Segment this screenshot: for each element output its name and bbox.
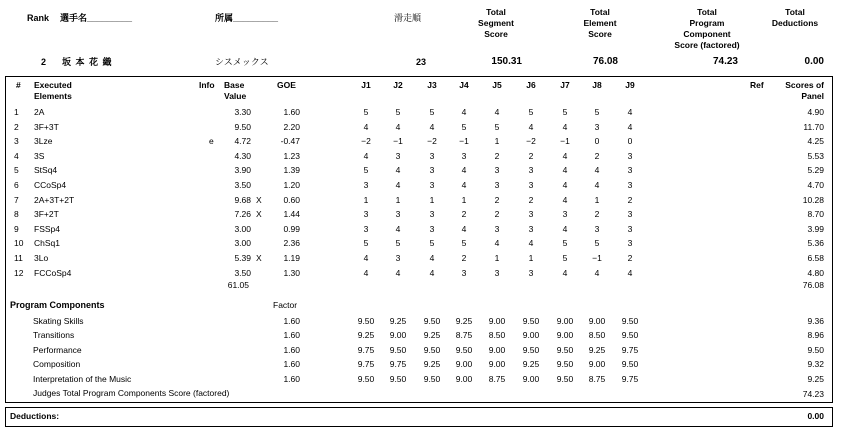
pc-judge-2: 9.50	[389, 373, 407, 384]
col-number: #	[16, 80, 21, 90]
pc-factor: 1.60	[283, 316, 300, 326]
element-judge-7: 3	[562, 209, 568, 220]
pc-factor: 1.60	[283, 359, 300, 370]
skater-rank: 2	[41, 57, 47, 67]
element-judge-2: 4	[395, 223, 401, 234]
pc-judge-4: 9.00	[455, 373, 473, 384]
element-judge-5: 2	[494, 194, 500, 205]
element-judge-7: 4	[562, 150, 568, 161]
element-judge-9: 3	[627, 150, 633, 161]
pc-judge-5: 9.00	[488, 359, 506, 370]
pc-judge-7: 9.00	[556, 330, 574, 341]
element-judge-7: 4	[562, 223, 568, 234]
element-judge-4: 5	[461, 238, 467, 249]
element-judge-4: 2	[461, 209, 467, 220]
element-goe: 1.23	[283, 150, 300, 161]
element-number: 1	[14, 107, 19, 117]
pc-judge-4: 9.25	[455, 316, 473, 326]
element-number: 6	[14, 180, 19, 190]
element-judge-8: 4	[594, 267, 600, 278]
pc-judge-9: 9.50	[621, 316, 639, 326]
col-judge-1: J1	[361, 80, 371, 90]
element-judge-6: 3	[528, 209, 534, 220]
pc-judge-7: 9.50	[556, 373, 574, 384]
element-base-value: 3.00	[234, 238, 251, 249]
skater-pcs: 74.23	[712, 56, 738, 67]
pc-judge-5: 8.75	[488, 373, 506, 384]
element-judge-3: 4	[429, 267, 435, 278]
element-judge-9: 3	[627, 209, 633, 220]
element-judge-5: 3	[494, 165, 500, 176]
pc-factor-label: Factor	[273, 300, 298, 310]
element-judge-4: 4	[461, 180, 467, 190]
col-judge-6: J6	[526, 80, 536, 90]
element-judge-2: 5	[395, 107, 401, 117]
pc-judge-3: 9.50	[423, 316, 441, 326]
pc-judge-2: 9.00	[389, 330, 407, 341]
start-order-label: 滑走順	[394, 13, 422, 23]
element-goe: 2.20	[283, 121, 300, 132]
element-goe: 1.60	[283, 107, 300, 117]
club-label: 所属_________	[215, 13, 279, 23]
element-judge-8: 2	[594, 150, 600, 161]
element-panel-score: 4.25	[807, 136, 824, 147]
element-judge-6: 3	[528, 223, 534, 234]
element-judge-8: 5	[594, 238, 600, 249]
pc-judge-4: 8.75	[455, 330, 473, 341]
pc-judge-2: 9.25	[389, 316, 407, 326]
element-panel-score: 10.28	[802, 194, 824, 205]
element-name: ChSq1	[34, 238, 60, 249]
element-bonus-mark: X	[256, 194, 262, 205]
pc-factor: 1.60	[283, 344, 300, 355]
element-name: CCoSp4	[34, 180, 67, 190]
element-judge-1: 4	[363, 253, 369, 263]
element-judge-5: 3	[494, 223, 500, 234]
pc-total-score: 74.23	[802, 389, 824, 399]
element-number: 10	[14, 238, 24, 249]
element-goe: 1.30	[283, 267, 300, 278]
col-judge-5: J5	[492, 80, 502, 90]
pc-score: 9.36	[807, 316, 824, 326]
element-judge-3: 3	[429, 150, 435, 161]
pc-judge-2: 9.50	[389, 344, 407, 355]
element-judge-2: −1	[393, 136, 403, 147]
pc-judge-5: 8.50	[488, 330, 506, 341]
tss-label: Total Segment Score	[478, 7, 514, 39]
element-number: 4	[14, 150, 19, 161]
element-judge-3: 5	[429, 238, 435, 249]
pc-name: Transitions	[33, 330, 75, 341]
element-judge-8: −1	[592, 253, 602, 263]
element-base-value: 3.90	[234, 165, 251, 176]
element-judge-1: −2	[361, 136, 371, 147]
element-judge-7: 4	[562, 165, 568, 176]
element-goe: 0.99	[283, 223, 300, 234]
element-panel-score: 6.58	[807, 253, 824, 263]
pc-name: Composition	[33, 359, 81, 370]
element-judge-9: 2	[627, 253, 633, 263]
element-panel-score: 11.70	[803, 121, 824, 132]
element-judge-3: 1	[429, 194, 435, 205]
element-judge-8: 4	[594, 165, 600, 176]
element-judge-5: 3	[494, 180, 500, 190]
element-goe: 1.44	[283, 209, 300, 220]
element-judge-3: 3	[429, 165, 435, 176]
pc-factor: 1.60	[283, 330, 300, 341]
element-judge-4: 1	[461, 194, 467, 205]
element-judge-7: 5	[562, 253, 568, 263]
element-number: 5	[14, 165, 19, 176]
element-judge-6: 4	[528, 238, 534, 249]
pc-judge-8: 8.50	[588, 330, 606, 341]
pc-judge-8: 9.00	[588, 316, 606, 326]
element-judge-7: 4	[562, 267, 568, 278]
element-judge-6: 4	[528, 121, 534, 132]
element-goe: 0.60	[283, 194, 300, 205]
element-judge-1: 3	[363, 223, 369, 234]
col-base-value: Base Value	[224, 80, 247, 101]
element-judge-6: 1	[528, 253, 534, 263]
skater-tss: 150.31	[491, 56, 522, 67]
element-base-value: 9.50	[234, 121, 251, 132]
element-panel-score: 8.70	[807, 209, 824, 220]
pc-judge-3: 9.25	[423, 330, 441, 341]
element-judge-1: 3	[363, 180, 369, 190]
skater-name: 坂 本 花 織	[62, 57, 113, 67]
element-number: 2	[14, 121, 19, 132]
element-judge-2: 4	[395, 121, 401, 132]
element-info: e	[209, 136, 214, 147]
element-judge-5: 4	[494, 238, 500, 249]
element-name: FCCoSp4	[34, 267, 72, 278]
element-name: 3S	[34, 150, 45, 161]
element-judge-9: 3	[627, 180, 633, 190]
element-judge-9: 4	[627, 121, 633, 132]
element-judge-2: 3	[395, 209, 401, 220]
element-name: 3Lze	[34, 136, 53, 147]
element-judge-1: 3	[363, 209, 369, 220]
element-judge-5: 1	[494, 253, 500, 263]
col-judge-2: J2	[393, 80, 403, 90]
element-number: 3	[14, 136, 19, 147]
element-base-value: 3.00	[234, 223, 251, 234]
element-judge-3: 4	[429, 253, 435, 263]
element-bonus-mark: X	[256, 209, 262, 220]
element-base-value: 9.68	[234, 194, 251, 205]
element-judge-4: 4	[461, 107, 467, 117]
pc-judge-3: 9.25	[423, 359, 441, 370]
element-judge-2: 4	[395, 267, 401, 278]
element-goe: 1.20	[283, 180, 300, 190]
skater-club: シスメックス	[215, 57, 269, 67]
pc-judge-9: 9.50	[621, 359, 639, 370]
element-base-value: 3.50	[234, 267, 251, 278]
col-executed-elements: Executed Elements	[34, 80, 72, 101]
element-panel-score: 3.99	[807, 223, 824, 234]
element-name: 2A+3T+2T	[34, 194, 75, 205]
skater-deductions: 0.00	[804, 56, 824, 67]
pc-judge-5: 9.00	[488, 344, 506, 355]
element-number: 12	[14, 267, 24, 278]
element-judge-6: 5	[528, 107, 534, 117]
element-judge-3: 3	[429, 180, 435, 190]
element-base-value: 5.39	[234, 253, 251, 263]
element-goe: 1.39	[283, 165, 300, 176]
element-judge-5: 3	[494, 267, 500, 278]
element-judge-1: 5	[363, 107, 369, 117]
pc-title: Program Components	[10, 300, 105, 310]
element-base-value: 4.30	[234, 150, 251, 161]
element-judge-9: 2	[627, 194, 633, 205]
base-value-total: 61.05	[227, 280, 249, 290]
element-judge-7: −1	[560, 136, 570, 147]
pc-judge-7: 9.50	[556, 359, 574, 370]
element-judge-2: 1	[395, 194, 401, 205]
element-panel-score: 5.29	[807, 165, 824, 176]
element-judge-4: 3	[461, 150, 467, 161]
element-judge-6: 2	[528, 194, 534, 205]
element-panel-score: 4.70	[807, 180, 824, 190]
pc-judge-1: 9.25	[357, 330, 375, 341]
element-name: 2A	[34, 107, 45, 117]
col-judge-3: J3	[427, 80, 437, 90]
tes-label: Total Element Score	[583, 7, 617, 39]
element-judge-8: 4	[594, 180, 600, 190]
element-number: 9	[14, 223, 19, 234]
element-judge-7: 5	[562, 238, 568, 249]
pc-judge-1: 9.50	[357, 373, 375, 384]
element-name: 3F+2T	[34, 209, 59, 220]
elements-score-total: 76.08	[802, 280, 824, 290]
element-panel-score: 4.80	[807, 267, 824, 278]
pc-judge-6: 9.00	[522, 330, 540, 341]
col-judge-7: J7	[560, 80, 570, 90]
element-name: 3Lo	[34, 253, 49, 263]
element-judge-4: 5	[461, 121, 467, 132]
pc-name: Performance	[33, 344, 82, 355]
col-info: Info	[199, 80, 215, 90]
element-judge-3: 3	[429, 209, 435, 220]
element-judge-2: 3	[395, 150, 401, 161]
pc-judge-8: 9.25	[588, 344, 606, 355]
element-judge-1: 1	[363, 194, 369, 205]
col-ref: Ref	[750, 80, 764, 90]
element-name: 3F+3T	[34, 121, 59, 132]
element-base-value: 4.72	[234, 136, 251, 147]
element-judge-8: 5	[594, 107, 600, 117]
element-judge-6: 3	[528, 165, 534, 176]
element-panel-score: 4.90	[807, 107, 824, 117]
col-judge-4: J4	[459, 80, 469, 90]
element-judge-4: 2	[461, 253, 467, 263]
element-goe: -0.47	[280, 136, 300, 147]
col-judge-9: J9	[625, 80, 635, 90]
element-judge-7: 5	[562, 107, 568, 117]
pc-judge-1: 9.75	[357, 359, 375, 370]
pc-judge-2: 9.75	[389, 359, 407, 370]
element-judge-9: 3	[627, 165, 633, 176]
element-judge-8: 1	[594, 194, 600, 205]
pc-judge-5: 9.00	[488, 316, 506, 326]
element-judge-1: 5	[363, 238, 369, 249]
skater-start-number: 23	[415, 57, 426, 67]
pc-judge-6: 9.00	[522, 373, 540, 384]
pcs-label: Total Program Component Score (factored)	[674, 7, 740, 50]
element-panel-score: 5.53	[807, 150, 824, 161]
pc-judge-1: 9.75	[357, 344, 375, 355]
element-judge-2: 4	[395, 165, 401, 176]
element-base-value: 3.30	[234, 107, 251, 117]
element-judge-6: 3	[528, 267, 534, 278]
deductions-box	[5, 407, 833, 427]
pc-score: 9.32	[807, 359, 824, 370]
pc-factor: 1.60	[283, 373, 300, 384]
element-judge-3: 4	[429, 121, 435, 132]
pc-judge-4: 9.00	[455, 359, 473, 370]
element-judge-8: 3	[594, 223, 600, 234]
element-judge-7: 4	[562, 194, 568, 205]
element-judge-5: 4	[494, 107, 500, 117]
element-base-value: 7.26	[234, 209, 251, 220]
element-judge-9: 3	[627, 238, 633, 249]
pc-judge-6: 9.50	[522, 344, 540, 355]
name-label: 選手名_________	[60, 13, 133, 23]
pc-name: Skating Skills	[33, 316, 84, 326]
pc-judge-4: 9.50	[455, 344, 473, 355]
pc-judge-3: 9.50	[423, 344, 441, 355]
element-judge-8: 3	[594, 121, 600, 132]
deductions-row-label: Deductions:	[10, 411, 60, 421]
element-judge-9: 4	[627, 107, 633, 117]
element-judge-1: 5	[363, 165, 369, 176]
element-judge-3: −2	[427, 136, 437, 147]
pc-judge-8: 9.00	[588, 359, 606, 370]
element-judge-4: 4	[461, 165, 467, 176]
rank-label: Rank	[27, 13, 50, 23]
element-judge-9: 3	[627, 223, 633, 234]
pc-judge-8: 8.75	[588, 373, 606, 384]
element-judge-1: 4	[363, 121, 369, 132]
element-judge-4: 4	[461, 223, 467, 234]
element-judge-5: 5	[494, 121, 500, 132]
element-name: StSq4	[34, 165, 58, 176]
element-goe: 2.36	[283, 238, 300, 249]
element-judge-6: 3	[528, 180, 534, 190]
pc-judge-9: 9.75	[621, 344, 639, 355]
element-bonus-mark: X	[256, 253, 262, 263]
element-number: 8	[14, 209, 19, 220]
pc-judge-6: 9.50	[522, 316, 540, 326]
pc-judge-7: 9.50	[556, 344, 574, 355]
pc-judge-6: 9.25	[522, 359, 540, 370]
pc-judge-9: 9.75	[621, 373, 639, 384]
element-judge-1: 4	[363, 267, 369, 278]
element-judge-4: 3	[461, 267, 467, 278]
skater-tes: 76.08	[592, 56, 618, 67]
deductions-row-value: 0.00	[807, 411, 824, 421]
element-judge-8: 0	[594, 136, 600, 147]
element-judge-9: 0	[627, 136, 633, 147]
element-number: 11	[14, 253, 23, 263]
element-judge-5: 2	[494, 150, 500, 161]
pc-total-label: Judges Total Program Components Score (factored)	[33, 388, 230, 398]
element-judge-2: 5	[395, 238, 401, 249]
deductions-label: Total Deductions	[771, 7, 819, 28]
pc-score: 8.96	[807, 330, 824, 341]
element-judge-1: 4	[363, 150, 369, 161]
element-judge-3: 5	[429, 107, 435, 117]
element-judge-2: 4	[395, 180, 401, 190]
pc-judge-7: 9.00	[556, 316, 574, 326]
element-judge-9: 4	[627, 267, 633, 278]
pc-score: 9.25	[807, 373, 824, 384]
element-base-value: 3.50	[234, 180, 251, 190]
element-panel-score: 5.36	[807, 238, 824, 249]
element-number: 7	[14, 194, 19, 205]
element-judge-5: 2	[494, 209, 500, 220]
pc-judge-1: 9.50	[357, 316, 375, 326]
pc-score: 9.50	[807, 344, 824, 355]
col-scores-of-panel: Scores of Panel	[785, 80, 824, 101]
element-judge-2: 3	[395, 253, 401, 263]
element-judge-7: 4	[562, 121, 568, 132]
element-judge-5: 1	[494, 136, 500, 147]
col-goe: GOE	[277, 80, 296, 90]
element-goe: 1.19	[283, 253, 300, 263]
pc-name: Interpretation of the Music	[33, 373, 132, 384]
element-judge-4: −1	[459, 136, 469, 147]
element-judge-3: 3	[429, 223, 435, 234]
element-judge-7: 4	[562, 180, 568, 190]
pc-judge-9: 9.50	[621, 330, 639, 341]
element-judge-8: 2	[594, 209, 600, 220]
pc-judge-3: 9.50	[423, 373, 441, 384]
element-judge-6: −2	[526, 136, 536, 147]
element-judge-6: 2	[528, 150, 534, 161]
element-name: FSSp4	[34, 223, 60, 234]
col-judge-8: J8	[592, 80, 602, 90]
